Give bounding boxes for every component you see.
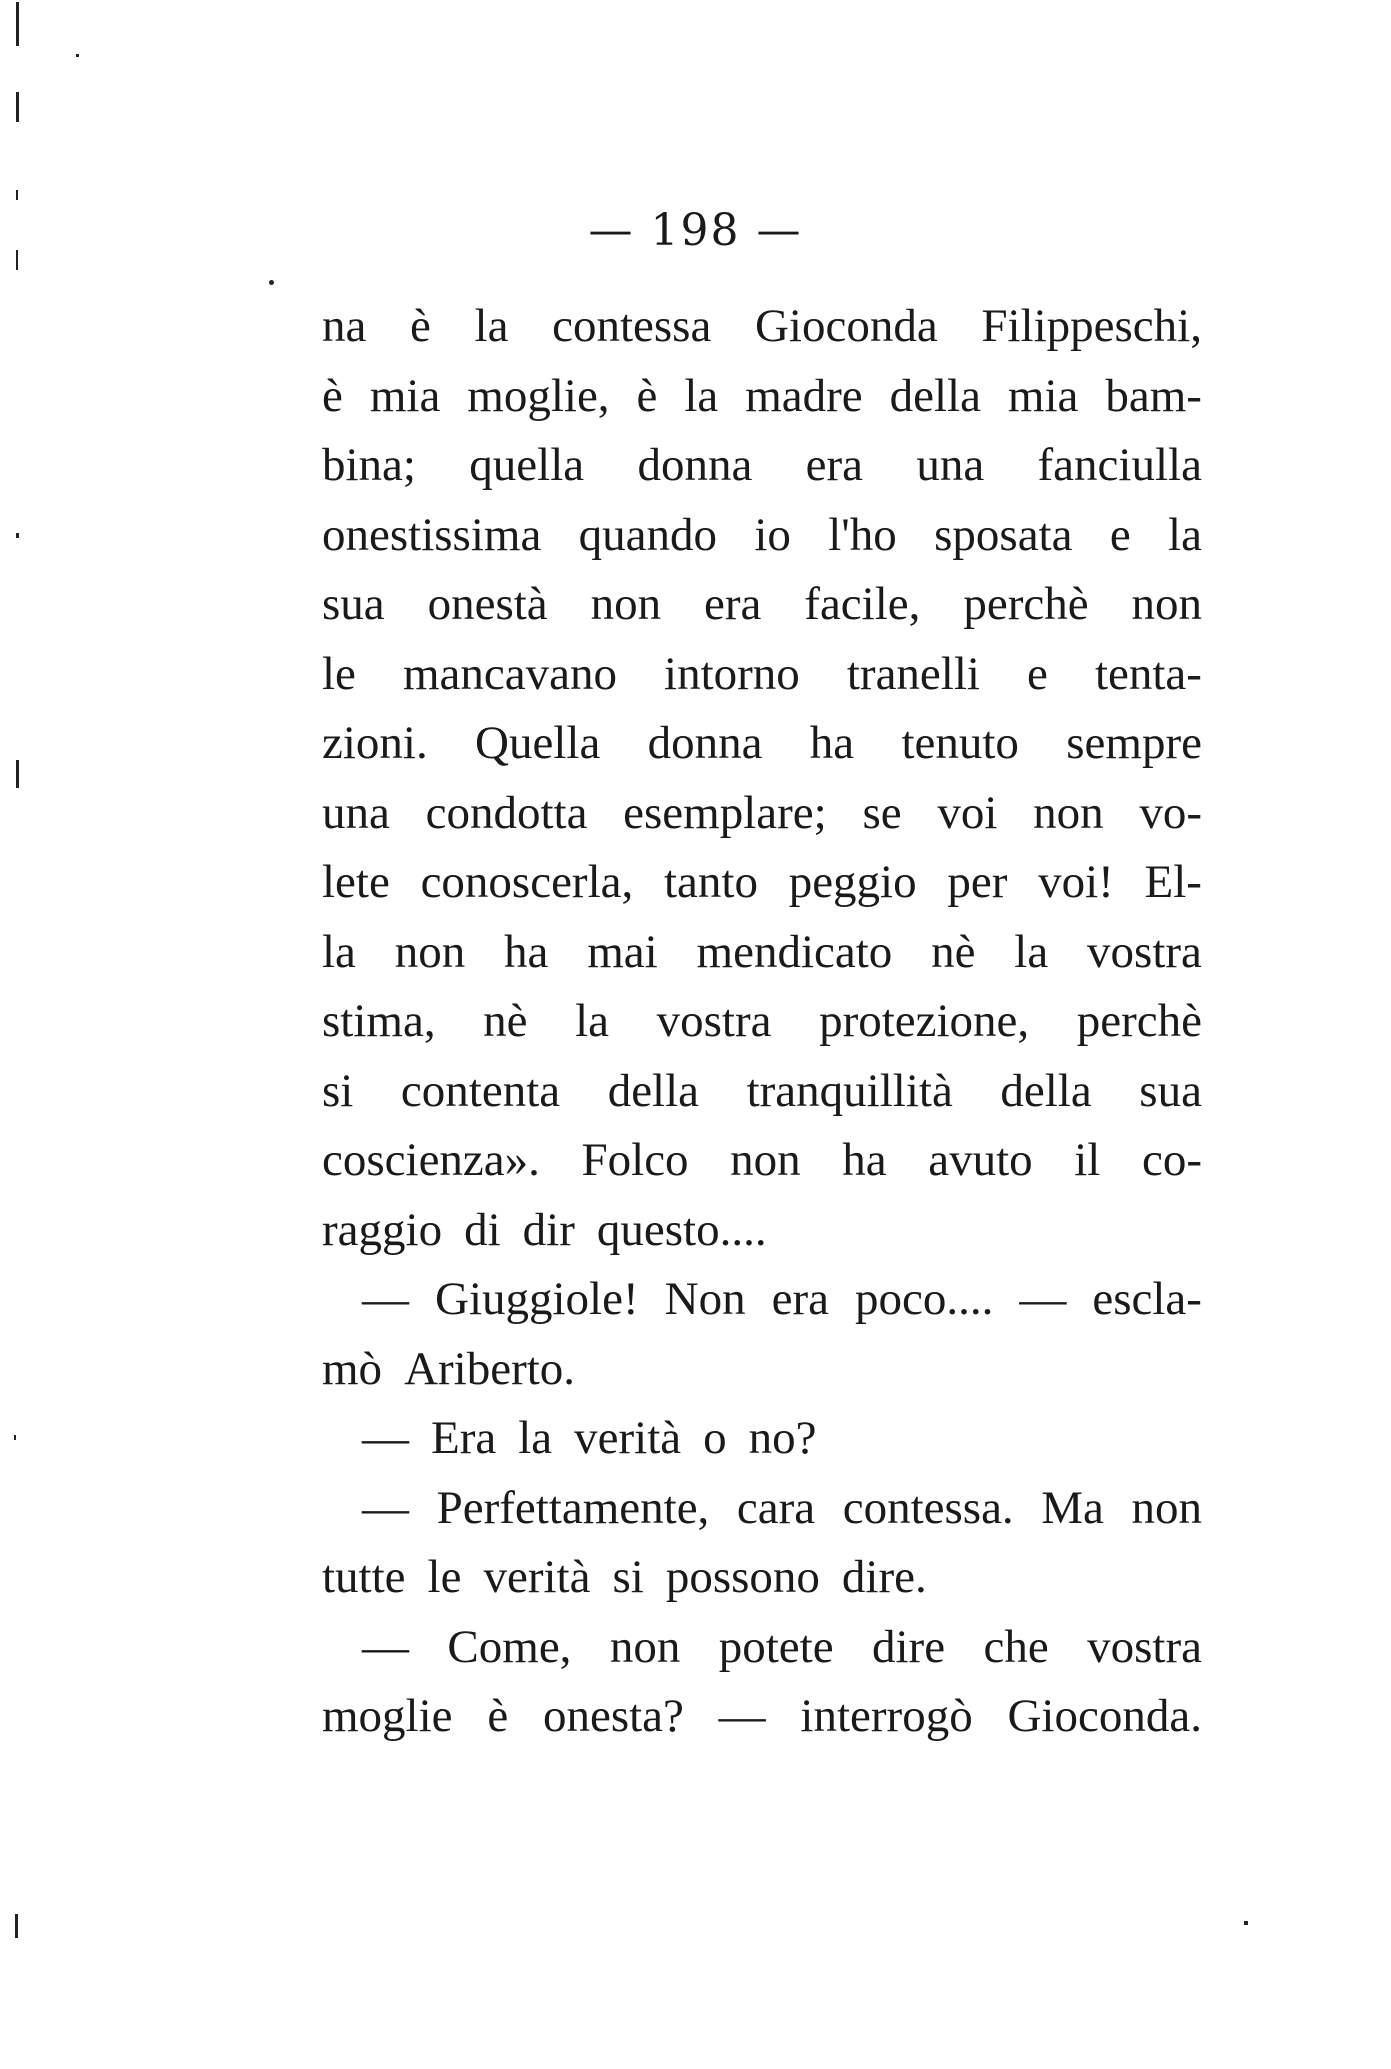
word: contenta [400, 1064, 561, 1117]
word: Non [664, 1273, 746, 1325]
word: sua [1139, 1064, 1202, 1117]
word: una [916, 439, 985, 491]
word: voi! [1038, 856, 1114, 908]
text-line [322, 1057, 1202, 1127]
word: onesta? [542, 1690, 684, 1742]
word: Perfettamente, [436, 1481, 710, 1534]
word: Ariberto. [404, 1342, 576, 1395]
word: Folco [581, 1134, 689, 1186]
word: della [1000, 1064, 1092, 1117]
word: nè [931, 925, 976, 978]
word: madre [745, 369, 863, 422]
word: tanto [663, 856, 758, 908]
word: si [322, 1064, 354, 1117]
word: interrogò [800, 1690, 973, 1742]
word: dire [872, 1620, 946, 1673]
word: dir [522, 1203, 575, 1256]
word: si [612, 1551, 644, 1603]
text-line [322, 709, 1202, 779]
text-line [322, 501, 1202, 571]
word: la [474, 300, 509, 352]
word: vostra [1087, 925, 1202, 978]
text-line [322, 918, 1202, 988]
word: e [1109, 508, 1131, 561]
word: Era [431, 1412, 497, 1464]
word: dire. [841, 1551, 927, 1603]
text-line [322, 1543, 1202, 1613]
word: la [684, 369, 719, 422]
word: sempre [1066, 717, 1202, 769]
text-line [322, 1196, 1202, 1266]
word: è [410, 300, 431, 352]
word: una [322, 786, 390, 839]
word: contessa. [842, 1481, 1014, 1534]
scan-mark [15, 1914, 18, 1938]
text-line [322, 570, 1202, 640]
word: possono [665, 1551, 820, 1603]
word: tranquillità [746, 1064, 953, 1117]
word: vostra [1087, 1620, 1202, 1673]
text-line [322, 1613, 1202, 1683]
word: perchè [1076, 995, 1202, 1047]
word: o [703, 1412, 727, 1464]
word: — [1019, 1273, 1067, 1325]
word: non [1131, 1481, 1202, 1534]
text-line [322, 779, 1202, 849]
word: Ma [1041, 1481, 1104, 1534]
word: voi [937, 786, 998, 839]
text-line [322, 1474, 1202, 1544]
word: cara [736, 1481, 816, 1534]
word: stima, [322, 995, 436, 1047]
word: vostra [656, 995, 772, 1047]
text-line [322, 431, 1202, 501]
text-line [322, 292, 1202, 362]
word: verità [574, 1412, 682, 1464]
word: quando [578, 508, 718, 561]
text-line [322, 987, 1202, 1057]
word: na [322, 300, 367, 352]
word: che [983, 1620, 1049, 1673]
word: condotta [425, 786, 588, 839]
word: avuto [928, 1134, 1033, 1186]
word: intorno [664, 647, 800, 700]
scan-mark [16, 92, 19, 122]
word: la [518, 1412, 553, 1464]
word: è [636, 369, 658, 422]
word: — [362, 1620, 409, 1673]
word: tenuto [901, 717, 1019, 769]
word: — [362, 1273, 409, 1325]
word: — [362, 1412, 409, 1464]
word: della [607, 1064, 700, 1117]
word: per [947, 856, 1008, 908]
paragraph [322, 1404, 1202, 1474]
word: no? [748, 1412, 817, 1464]
text-line [322, 1682, 1202, 1752]
word: poco.... [854, 1273, 994, 1325]
word: il [1074, 1134, 1101, 1186]
word: Come, [447, 1620, 572, 1673]
word: zioni. [322, 717, 428, 769]
word: io [754, 508, 791, 561]
word: Gioconda [754, 300, 938, 352]
paragraph [322, 292, 1202, 1265]
word: se [862, 786, 902, 839]
text-line [322, 1265, 1202, 1335]
scan-mark [1244, 1921, 1248, 1925]
word: El- [1144, 856, 1202, 908]
text-line [322, 640, 1202, 710]
word: conoscerla, [420, 856, 634, 908]
scan-mark [14, 1435, 16, 1440]
text-line [322, 362, 1202, 432]
word: raggio [322, 1203, 443, 1256]
page-number: — 198 — [588, 205, 803, 256]
word: facile, [804, 578, 921, 630]
word: lete [322, 856, 390, 908]
word: moglie, [467, 369, 610, 422]
text-line [322, 1404, 1202, 1474]
word: non [394, 925, 466, 978]
text-line [322, 1335, 1202, 1405]
scan-mark [16, 2, 19, 46]
scan-mark [16, 190, 18, 200]
paragraph [322, 1265, 1202, 1404]
word: tutte [322, 1551, 406, 1603]
word: peggio [788, 856, 917, 908]
word: mendicato [696, 925, 893, 978]
word: onestissima [322, 508, 542, 561]
word: — [718, 1690, 766, 1742]
text-line [322, 848, 1202, 918]
word: tenta- [1094, 647, 1202, 700]
word: vo- [1139, 786, 1202, 839]
word: era [771, 1273, 829, 1325]
word: ha [504, 925, 549, 978]
word: l'ho [828, 508, 897, 561]
scan-mark [76, 54, 79, 57]
word: sua [322, 578, 385, 630]
word: e [1027, 647, 1048, 700]
word: protezione, [819, 995, 1030, 1047]
word: nè [483, 995, 528, 1047]
word: bina; [322, 439, 416, 491]
word: ha [809, 717, 855, 769]
word: la [1168, 508, 1202, 561]
paragraph [322, 1613, 1202, 1752]
word: era [704, 578, 762, 630]
word: la [575, 995, 610, 1047]
word: della [889, 369, 981, 422]
word: questo.... [596, 1203, 767, 1256]
word: esemplare; [623, 786, 827, 839]
word: moglie [322, 1690, 453, 1742]
word: fanciulla [1037, 439, 1202, 491]
scan-mark [16, 760, 19, 788]
word: mia [1007, 369, 1079, 422]
word: verità [483, 1551, 591, 1603]
word: Giuggiole! [435, 1273, 639, 1325]
word: è [487, 1690, 509, 1742]
word: coscienza». [322, 1134, 540, 1186]
scan-mark [16, 533, 19, 538]
word: onestà [427, 578, 548, 630]
word: non [590, 578, 662, 630]
word: non [609, 1620, 681, 1673]
word: — [362, 1481, 409, 1534]
word: mia [369, 369, 441, 422]
word: non [730, 1134, 801, 1186]
word: mai [587, 925, 658, 978]
word: le [427, 1551, 462, 1603]
word: Gioconda. [1007, 1690, 1202, 1742]
word: co- [1141, 1134, 1202, 1186]
word: mò [322, 1342, 383, 1395]
scan-mark [269, 280, 274, 285]
word: escla- [1092, 1273, 1202, 1325]
word: di [464, 1203, 501, 1256]
word: mancavano [402, 647, 617, 700]
word: tranelli [846, 647, 980, 700]
word: Filippeschi, [981, 300, 1202, 352]
word: ha [842, 1134, 887, 1186]
word: è [322, 369, 343, 422]
word: la [1014, 925, 1049, 978]
word: era [805, 439, 864, 491]
word: quella [469, 439, 585, 491]
word: donna [647, 717, 763, 769]
text-line [322, 1126, 1202, 1196]
word: bam- [1105, 369, 1202, 422]
word: non [1131, 578, 1202, 630]
word: potete [718, 1620, 834, 1673]
word: Quella [475, 717, 601, 769]
word: non [1033, 786, 1104, 839]
word: la [322, 925, 356, 978]
word: le [322, 647, 356, 700]
word: sposata [934, 508, 1073, 561]
word: perchè [963, 578, 1089, 630]
page-text [322, 292, 1202, 1752]
word: contessa [552, 300, 712, 352]
word: donna [637, 439, 753, 491]
paragraph [322, 1474, 1202, 1613]
scan-mark [16, 250, 18, 270]
